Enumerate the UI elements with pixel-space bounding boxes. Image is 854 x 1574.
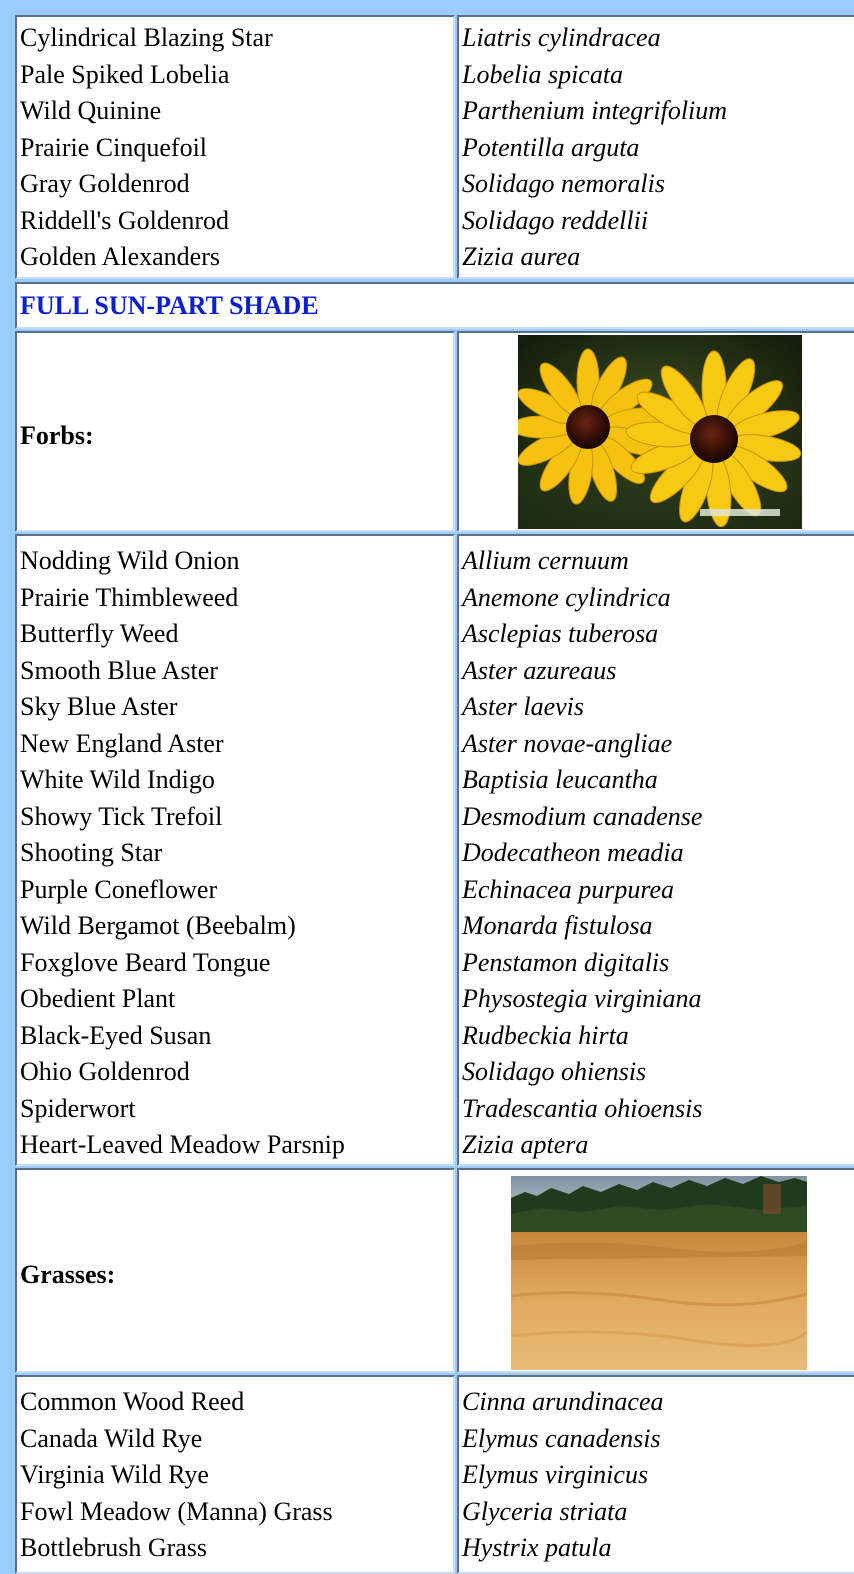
grasses-common-cell [15,1375,455,1574]
plant-common-name: Gray Goldenrod [20,169,190,198]
plant-common-name: Pale Spiked Lobelia [20,59,230,89]
plant-common-name: Riddell's Goldenrod [20,205,230,235]
plant-scientific-name: Solidago ohiensis [462,1057,647,1086]
plant-scientific-name: Physostegia virginiana [462,984,702,1013]
plant-common-name: Foxglove Beard Tongue [20,947,271,977]
plant-scientific-name: Echinacea purpurea [462,874,675,904]
plant-common-name: Wild Quinine [20,96,162,125]
plant-common-name: Smooth Blue Aster [20,655,218,685]
forbs-common-cell [15,534,455,1166]
section-header-cell [15,282,854,329]
plant-scientific-name: Elymus virginicus [462,1460,649,1489]
plant-scientific-name: Baptisia leucantha [462,765,658,794]
plant-common-name: Butterfly Weed [20,619,179,648]
plant-scientific-name: Allium cernuum [462,546,629,575]
plant-scientific-name: Aster laevis [462,692,585,721]
forbs-heading: Forbs: [20,421,94,450]
grasses-heading: Grasses: [20,1260,116,1289]
forbs-scientific-cell [457,534,854,1166]
plant-common-name: Showy Tick Trefoil [20,801,223,831]
plant-common-name: Fowl Meadow (Manna) Grass [20,1496,333,1526]
grasses-heading-cell [15,1168,455,1373]
plant-common-name: Heart-Leaved Meadow Parsnip [20,1130,345,1159]
plant-scientific-name: Desmodium canadense [462,801,703,831]
plant-common-name: Sky Blue Aster [20,692,178,721]
plant-common-name: New England Aster [20,728,224,758]
plant-common-name: Spiderwort [20,1093,136,1123]
grasses-scientific-cell [457,1375,854,1574]
plant-scientific-name: Aster azureaus [462,655,617,685]
plant-scientific-name: Parthenium integrifolium [462,96,728,125]
forbs-heading-cell [15,331,455,532]
plant-common-name: Prairie Cinquefoil [20,132,208,162]
plant-scientific-name: Potentilla arguta [462,132,640,162]
plant-scientific-name: Liatris cylindracea [462,23,661,52]
plant-common-name: Canada Wild Rye [20,1423,203,1453]
plant-scientific-name: Penstamon digitalis [462,947,670,977]
grasses-scientific-list [462,1384,664,1567]
plant-common-name: Common Wood Reed [20,1387,245,1416]
plant-common-name: Prairie Thimbleweed [20,582,239,612]
plant-scientific-name: Monarda fistulosa [462,911,653,940]
top-group-common-cell [15,15,455,279]
section-title: FULL SUN-PART SHADE [20,291,319,320]
grasses-photo-cell [457,1168,854,1373]
plant-common-name: Bottlebrush Grass [20,1533,208,1562]
forbs-photo-cell [457,331,854,532]
plant-scientific-name: Anemone cylindrica [462,582,671,612]
plant-common-name: Ohio Goldenrod [20,1057,190,1086]
forbs-scientific-list [462,543,703,1164]
plant-scientific-name: Asclepias tuberosa [462,619,659,648]
plant-scientific-name: Zizia aptera [462,1130,589,1159]
plant-common-name: Obedient Plant [20,984,176,1013]
plant-common-name: Purple Coneflower [20,874,218,904]
plant-common-name: Golden Alexanders [20,242,221,271]
black-eyed-susan-image [518,335,802,529]
plant-scientific-name: Zizia aurea [462,242,581,271]
plant-common-name: Virginia Wild Rye [20,1460,209,1489]
top-group-scientific-cell [457,15,854,279]
plant-common-name: Wild Bergamot (Beebalm) [20,911,296,940]
plant-common-name: Nodding Wild Onion [20,546,240,575]
forbs-common-list [20,543,345,1164]
plant-scientific-name: Rudbeckia hirta [462,1020,629,1050]
photo-caption-stamp [700,509,780,516]
plant-scientific-name: Lobelia spicata [462,59,624,89]
grass-field-photo [511,1176,807,1370]
plant-common-name: White Wild Indigo [20,765,215,794]
plant-scientific-name: Elymus canadensis [462,1423,661,1453]
plant-common-name: Cylindrical Blazing Star [20,23,273,52]
plant-scientific-name: Dodecatheon meadia [462,838,684,867]
top-group-scientific-list [462,20,727,276]
plant-scientific-name: Solidago reddellii [462,205,649,235]
plant-scientific-name: Aster novae-angliae [462,728,673,758]
plant-scientific-name: Solidago nemoralis [462,169,665,198]
plant-scientific-name: Glyceria striata [462,1496,628,1526]
plant-common-name: Shooting Star [20,838,163,867]
grass-field-image [511,1176,807,1370]
plant-scientific-name: Hystrix patula [462,1533,612,1562]
plant-scientific-name: Cinna arundinacea [462,1387,664,1416]
grasses-common-list [20,1384,333,1567]
plant-common-name: Black-Eyed Susan [20,1020,212,1050]
black-eyed-susan-photo [518,335,802,529]
plant-scientific-name: Tradescantia ohioensis [462,1093,703,1123]
top-group-common-list [20,20,273,276]
